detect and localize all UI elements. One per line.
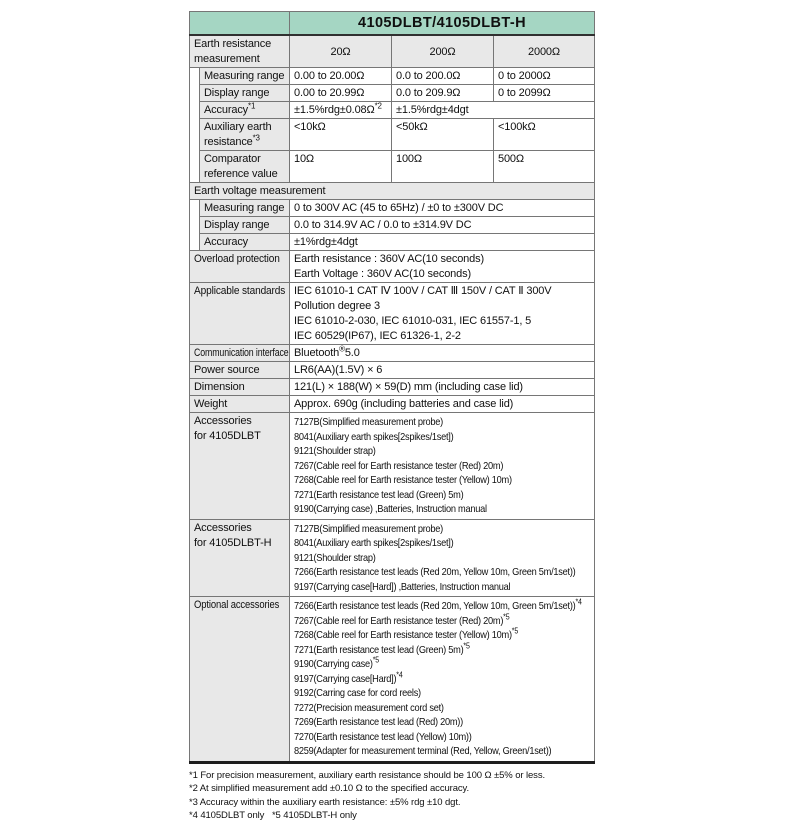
value-text: 5.0 <box>344 347 360 359</box>
line-text: 9197(Carrying case[Hard]) <box>294 672 397 685</box>
footnotes <box>189 769 594 823</box>
indent-cell <box>190 68 200 85</box>
line: 9190(Carrying case) ,Batteries, Instruction manual <box>294 503 487 515</box>
row-ev-measuring-range <box>190 200 595 217</box>
line <box>294 643 558 658</box>
er-measuring-range-label <box>200 68 290 85</box>
line: 9121(Shoulder strap) <box>294 445 376 457</box>
row-accessories-4105dlbt <box>190 413 595 520</box>
power-source-label: Power source <box>190 362 290 379</box>
overload-protection-value <box>290 251 595 283</box>
er-comparator-20: 10Ω <box>290 151 392 183</box>
label-text: Display range <box>204 219 270 231</box>
indent-cell <box>190 200 200 217</box>
line: Earth Voltage : 360V AC(10 seconds) <box>294 268 471 280</box>
dimension-label: Dimension <box>190 379 290 396</box>
label-text: Overload protection <box>194 253 280 265</box>
line: 7127B(Simplified measurement probe) <box>294 416 443 428</box>
ev-accuracy-label: Accuracy <box>200 234 290 251</box>
row-earth-resistance-header <box>190 35 595 68</box>
accessories-4105dlbt-label <box>190 413 290 520</box>
er-display-range-label <box>200 85 290 102</box>
er-accuracy-20 <box>290 102 392 119</box>
row-communication-interface <box>190 345 595 362</box>
indent-cell <box>190 102 200 119</box>
row-power-source <box>190 362 595 379</box>
er-auxiliary-2000: <100kΩ <box>494 119 595 151</box>
label-text: Communication interface <box>194 347 289 359</box>
accessories-4105dlbt-items <box>290 413 595 520</box>
indent-cell <box>190 119 200 151</box>
line: *2 At simplified measurement add ±0.10 Ω to the specified accuracy. <box>189 783 470 794</box>
footnote-marker: *4 <box>575 597 582 607</box>
label-text: Measuring range <box>204 70 285 82</box>
power-source-value: LR6(AA)(1.5V) × 6 <box>290 362 595 379</box>
overload-protection-label <box>190 251 290 283</box>
col-header-20ohm: 20Ω <box>290 35 392 68</box>
line: for 4105DLBT-H <box>194 536 272 549</box>
line: *1 For precision measurement, auxiliary earth resistance should be 100 Ω ±5% or less. <box>189 769 546 781</box>
line: 7272(Precision measurement cord set) <box>294 701 444 714</box>
earth-voltage-section-label: Earth voltage measurement <box>190 183 595 200</box>
er-accuracy-200-2000: ±1.5%rdg±4dgt <box>392 102 595 119</box>
indent-cell <box>190 234 200 251</box>
er-auxiliary-200: <50kΩ <box>392 119 494 151</box>
er-display-range-20: 0.00 to 20.99Ω <box>290 85 392 102</box>
row-ev-display-range <box>190 217 595 234</box>
line-text: 9190(Carrying case) <box>294 658 373 670</box>
registered-mark: ® <box>339 344 345 354</box>
applicable-standards-label <box>190 283 290 345</box>
optional-accessories-label <box>190 597 290 763</box>
footnote-marker: *4 <box>396 670 403 679</box>
row-dimension <box>190 379 595 396</box>
footnote-marker: *3 <box>252 133 260 143</box>
label-text: Applicable standards <box>194 285 286 297</box>
er-auxiliary-20: <10kΩ <box>290 119 392 151</box>
ev-accuracy-value: ±1%rdg±4dgt <box>290 234 595 251</box>
line: IEC 60529(IP67), IEC 61326-1, 2-2 <box>294 330 461 342</box>
footnote-marker: *5 <box>511 626 519 636</box>
ev-measuring-range-value: 0 to 300V AC (45 to 65Hz) / ±0 to ±300V DC <box>290 200 595 217</box>
row-accessories-4105dlbt-h <box>190 519 595 597</box>
line-text: 7267(Cable reel for Earth resistance tester (Red) 20m) <box>294 614 504 627</box>
line: 8041(Auxiliary earth spikes[2spikes/1set]) <box>294 430 454 443</box>
row-model-header <box>190 12 595 36</box>
row-ev-accuracy <box>190 234 595 251</box>
ev-display-range-value: 0.0 to 314.9V AC / 0.0 to ±314.9V DC <box>290 217 595 234</box>
er-display-range-200: 0.0 to 209.9Ω <box>392 85 494 102</box>
earth-resistance-section-label: Earth resistance measurement <box>190 35 290 68</box>
line: 7268(Cable reel for Earth resistance tester (Yellow) 10m) <box>294 474 512 486</box>
row-overload-protection <box>190 251 595 283</box>
line: 7267(Cable reel for Earth resistance tester (Red) 20m) <box>294 459 504 472</box>
line: 9121(Shoulder strap) <box>294 551 376 564</box>
row-weight <box>190 396 595 413</box>
communication-interface-value <box>290 345 595 362</box>
row-er-measuring-range <box>190 68 595 85</box>
footnote-marker: *5 <box>503 612 510 621</box>
spec-table <box>189 11 595 764</box>
line-text: 7266(Earth resistance test leads (Red 20m, Yellow 10m, Green 5m/1set)) <box>294 600 576 612</box>
row-applicable-standards <box>190 283 595 345</box>
ev-measuring-range-label <box>200 200 290 217</box>
line <box>294 628 558 643</box>
line: for 4105DLBT <box>194 430 261 442</box>
line <box>294 657 558 672</box>
line-text: 7268(Cable reel for Earth resistance tester (Yellow) 10m) <box>294 629 512 641</box>
footnote-marker: *5 <box>463 641 470 650</box>
row-er-accuracy <box>190 102 595 119</box>
line: 7266(Earth resistance test leads (Red 20m, Yellow 10m, Green 5m/1set)) <box>294 566 576 578</box>
indent-cell <box>190 151 200 183</box>
line: Accessories <box>194 521 252 534</box>
footnote-marker: *5 <box>372 655 380 665</box>
line <box>294 614 558 629</box>
value-text: Bluetooth <box>294 347 340 359</box>
line: 8041(Auxiliary earth spikes[2spikes/1set]) <box>294 537 454 549</box>
indent-cell <box>190 217 200 234</box>
er-measuring-range-20: 0.00 to 20.00Ω <box>290 68 392 85</box>
optional-accessories-items <box>290 597 595 763</box>
line <box>294 672 558 687</box>
line: 7269(Earth resistance test lead (Red) 20m)) <box>294 716 463 728</box>
footnote-marker: *2 <box>374 101 382 111</box>
line: *3 Accuracy within the auxiliary earth resistance: ±5% rdg ±10 dgt. <box>189 796 461 808</box>
line: 9197(Carrying case[Hard]) ,Batteries, Instruction manual <box>294 580 511 593</box>
footnote-marker: *1 <box>248 101 256 111</box>
label-text: Measuring range <box>204 202 285 214</box>
line: 7127B(Simplified measurement probe) <box>294 522 443 535</box>
model-header-spacer-cell <box>190 12 290 36</box>
line: Accessories <box>194 415 252 427</box>
line: 7271(Earth resistance test lead (Green) 5m) <box>294 488 464 501</box>
indent-cell <box>190 85 200 102</box>
line <box>294 597 582 614</box>
row-er-display-range <box>190 85 595 102</box>
er-comparator-200: 100Ω <box>392 151 494 183</box>
er-measuring-range-2000: 0 to 2000Ω <box>494 68 595 85</box>
col-header-200ohm: 200Ω <box>392 35 494 68</box>
accessories-4105dlbt-h-label <box>190 519 290 597</box>
line: 9192(Carring case for cord reels) <box>294 687 421 699</box>
spec-sheet <box>189 11 594 823</box>
line: 8259(Adapter for measurement terminal (Red, Yellow, Green/1set)) <box>294 745 552 757</box>
value-text: ±1.5%rdg±0.08Ω <box>294 104 375 116</box>
col-header-2000ohm: 2000Ω <box>494 35 595 68</box>
er-accuracy-label <box>200 102 290 119</box>
er-display-range-2000: 0 to 2099Ω <box>494 85 595 102</box>
label-text: Auxiliary earth resistance <box>204 121 272 148</box>
er-auxiliary-label <box>200 119 290 151</box>
er-comparator-2000: 500Ω <box>494 151 595 183</box>
weight-value: Approx. 690g (including batteries and case lid) <box>290 396 595 413</box>
weight-label: Weight <box>190 396 290 413</box>
label-text: Optional accessories <box>194 599 280 611</box>
dimension-value: 121(L) × 188(W) × 59(D) mm (including case lid) <box>290 379 595 396</box>
label-text: Accuracy <box>204 104 249 116</box>
model-title: 4105DLBT/4105DLBT-H <box>290 12 595 36</box>
row-earth-voltage-header <box>190 183 595 200</box>
er-comparator-label: Comparator reference value <box>200 151 290 183</box>
line-text: 7271(Earth resistance test lead (Green) 5m) <box>294 643 464 656</box>
label-text: Display range <box>204 87 270 99</box>
line: IEC 61010-1 CAT Ⅳ 100V / CAT Ⅲ 150V / CAT Ⅱ 300V <box>294 285 552 297</box>
row-optional-accessories <box>190 597 595 763</box>
ev-display-range-label <box>200 217 290 234</box>
er-measuring-range-200: 0.0 to 200.0Ω <box>392 68 494 85</box>
line: Pollution degree 3 <box>294 300 380 312</box>
row-er-auxiliary <box>190 119 595 151</box>
communication-interface-label <box>190 345 290 362</box>
line: *4 4105DLBT only *5 4105DLBT-H only <box>189 810 357 821</box>
row-er-comparator <box>190 151 595 183</box>
accessories-4105dlbt-h-items <box>290 519 595 597</box>
line: IEC 61010-2-030, IEC 61010-031, IEC 61557-1, 5 <box>294 315 532 327</box>
applicable-standards-value <box>290 283 595 345</box>
line: 7270(Earth resistance test lead (Yellow) 10m)) <box>294 730 472 743</box>
line: Earth resistance : 360V AC(10 seconds) <box>294 253 484 265</box>
